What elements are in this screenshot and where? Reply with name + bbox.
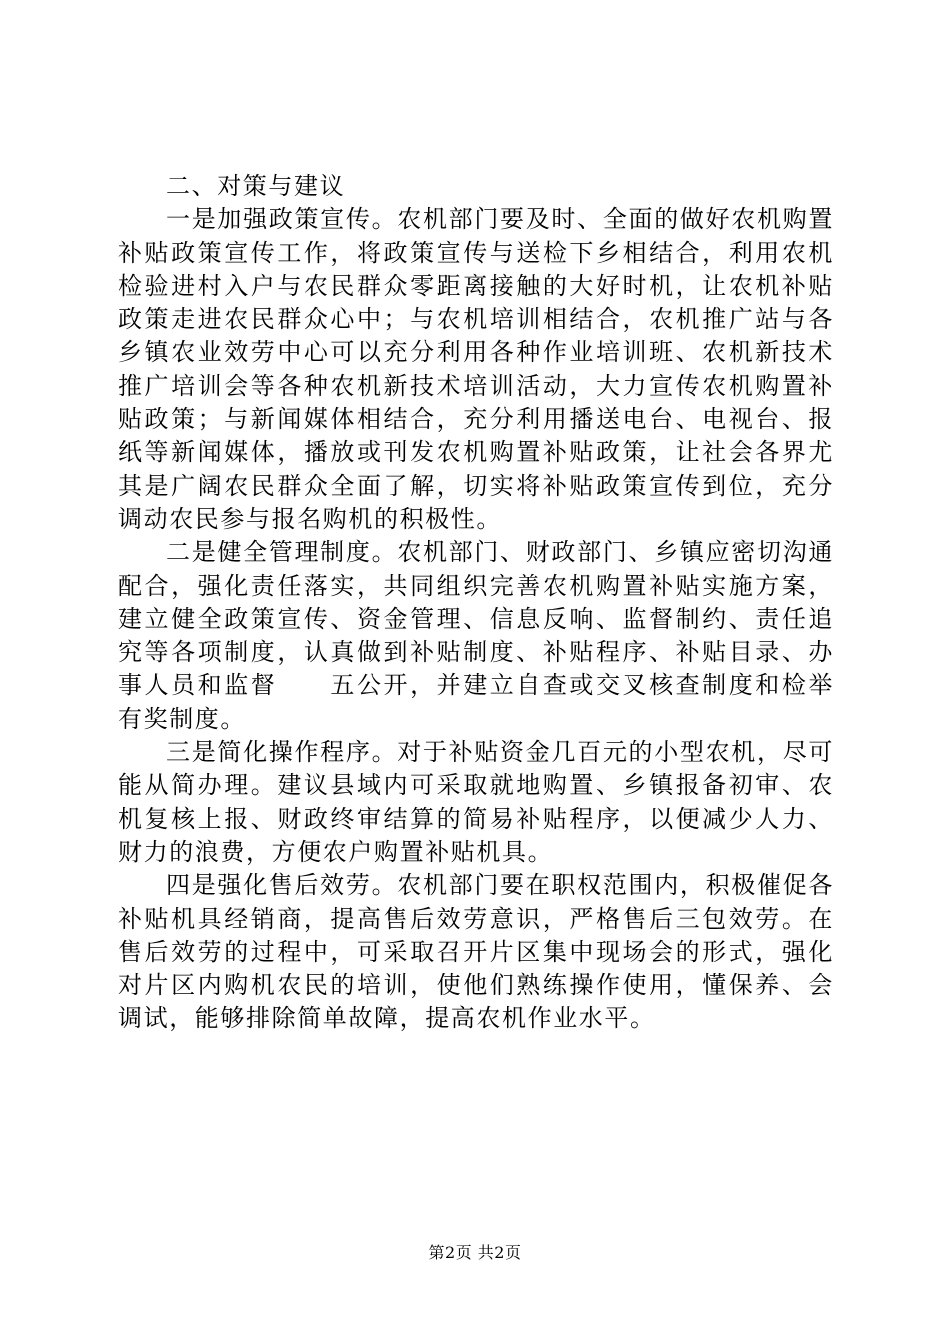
- paragraph-1: 一是加强政策宣传。农机部门要及时、全面的做好农机购置补贴政策宣传工作，将政策宣传与送检下乡相结合，利用农机检验进村入户与农民群众零距离接触的大好时机，让农机补贴政策走进农民群众心中；与农机培训相结合，农机推广站与各乡镇农业效劳中心可以充分利用各种作业培训班、农机新技术推广培训会等各种农机新技术培训活动，大力宣传农机购置补贴政策；与新闻媒体相结合，充分利用播送电台、电视台、报纸等新闻媒体，播放或刊发农机购置补贴政策，让社会各界尤其是广阔农民群众全面了解，切实将补贴政策宣传到位，充分调动农民参与报名购机的积极性。: [118, 205, 834, 533]
- paragraph-4: 四是强化售后效劳。农机部门要在职权范围内，积极催促各补贴机具经销商，提高售后效劳意识，严格售后三包效劳。在售后效劳的过程中，可采取召开片区集中现场会的形式，强化对片区内购机农民的培训，使他们熟练操作使用，懂保养、会调试，能够排除简单故障，提高农机作业水平。: [118, 871, 834, 1033]
- document-body: [118, 170, 834, 1036]
- page-number-current: 第2页: [428, 1243, 473, 1262]
- section-heading: 二、对策与建议: [166, 172, 346, 200]
- paragraph-2: 二是健全管理制度。农机部门、财政部门、乡镇应密切沟通配合，强化责任落实，共同组织完善农机购置补贴实施方案，建立健全政策宣传、资金管理、信息反响、监督制约、责任追究等各项制度，认真做到补贴制度、补贴程序、补贴目录、办事人员和监督 五公开，并建立自查或交叉核查制度和检举有奖制度。: [118, 538, 834, 733]
- paragraph-3: 三是简化操作程序。对于补贴资金几百元的小型农机，尽可能从简办理。建议县域内可采取就地购置、乡镇报备初审、农机复核上报、财政终审结算的简易补贴程序，以便减少人力、财力的浪费，方便农户购置补贴机具。: [118, 738, 834, 866]
- page-number-total: 共2页: [477, 1243, 522, 1262]
- page-footer: [0, 1243, 950, 1263]
